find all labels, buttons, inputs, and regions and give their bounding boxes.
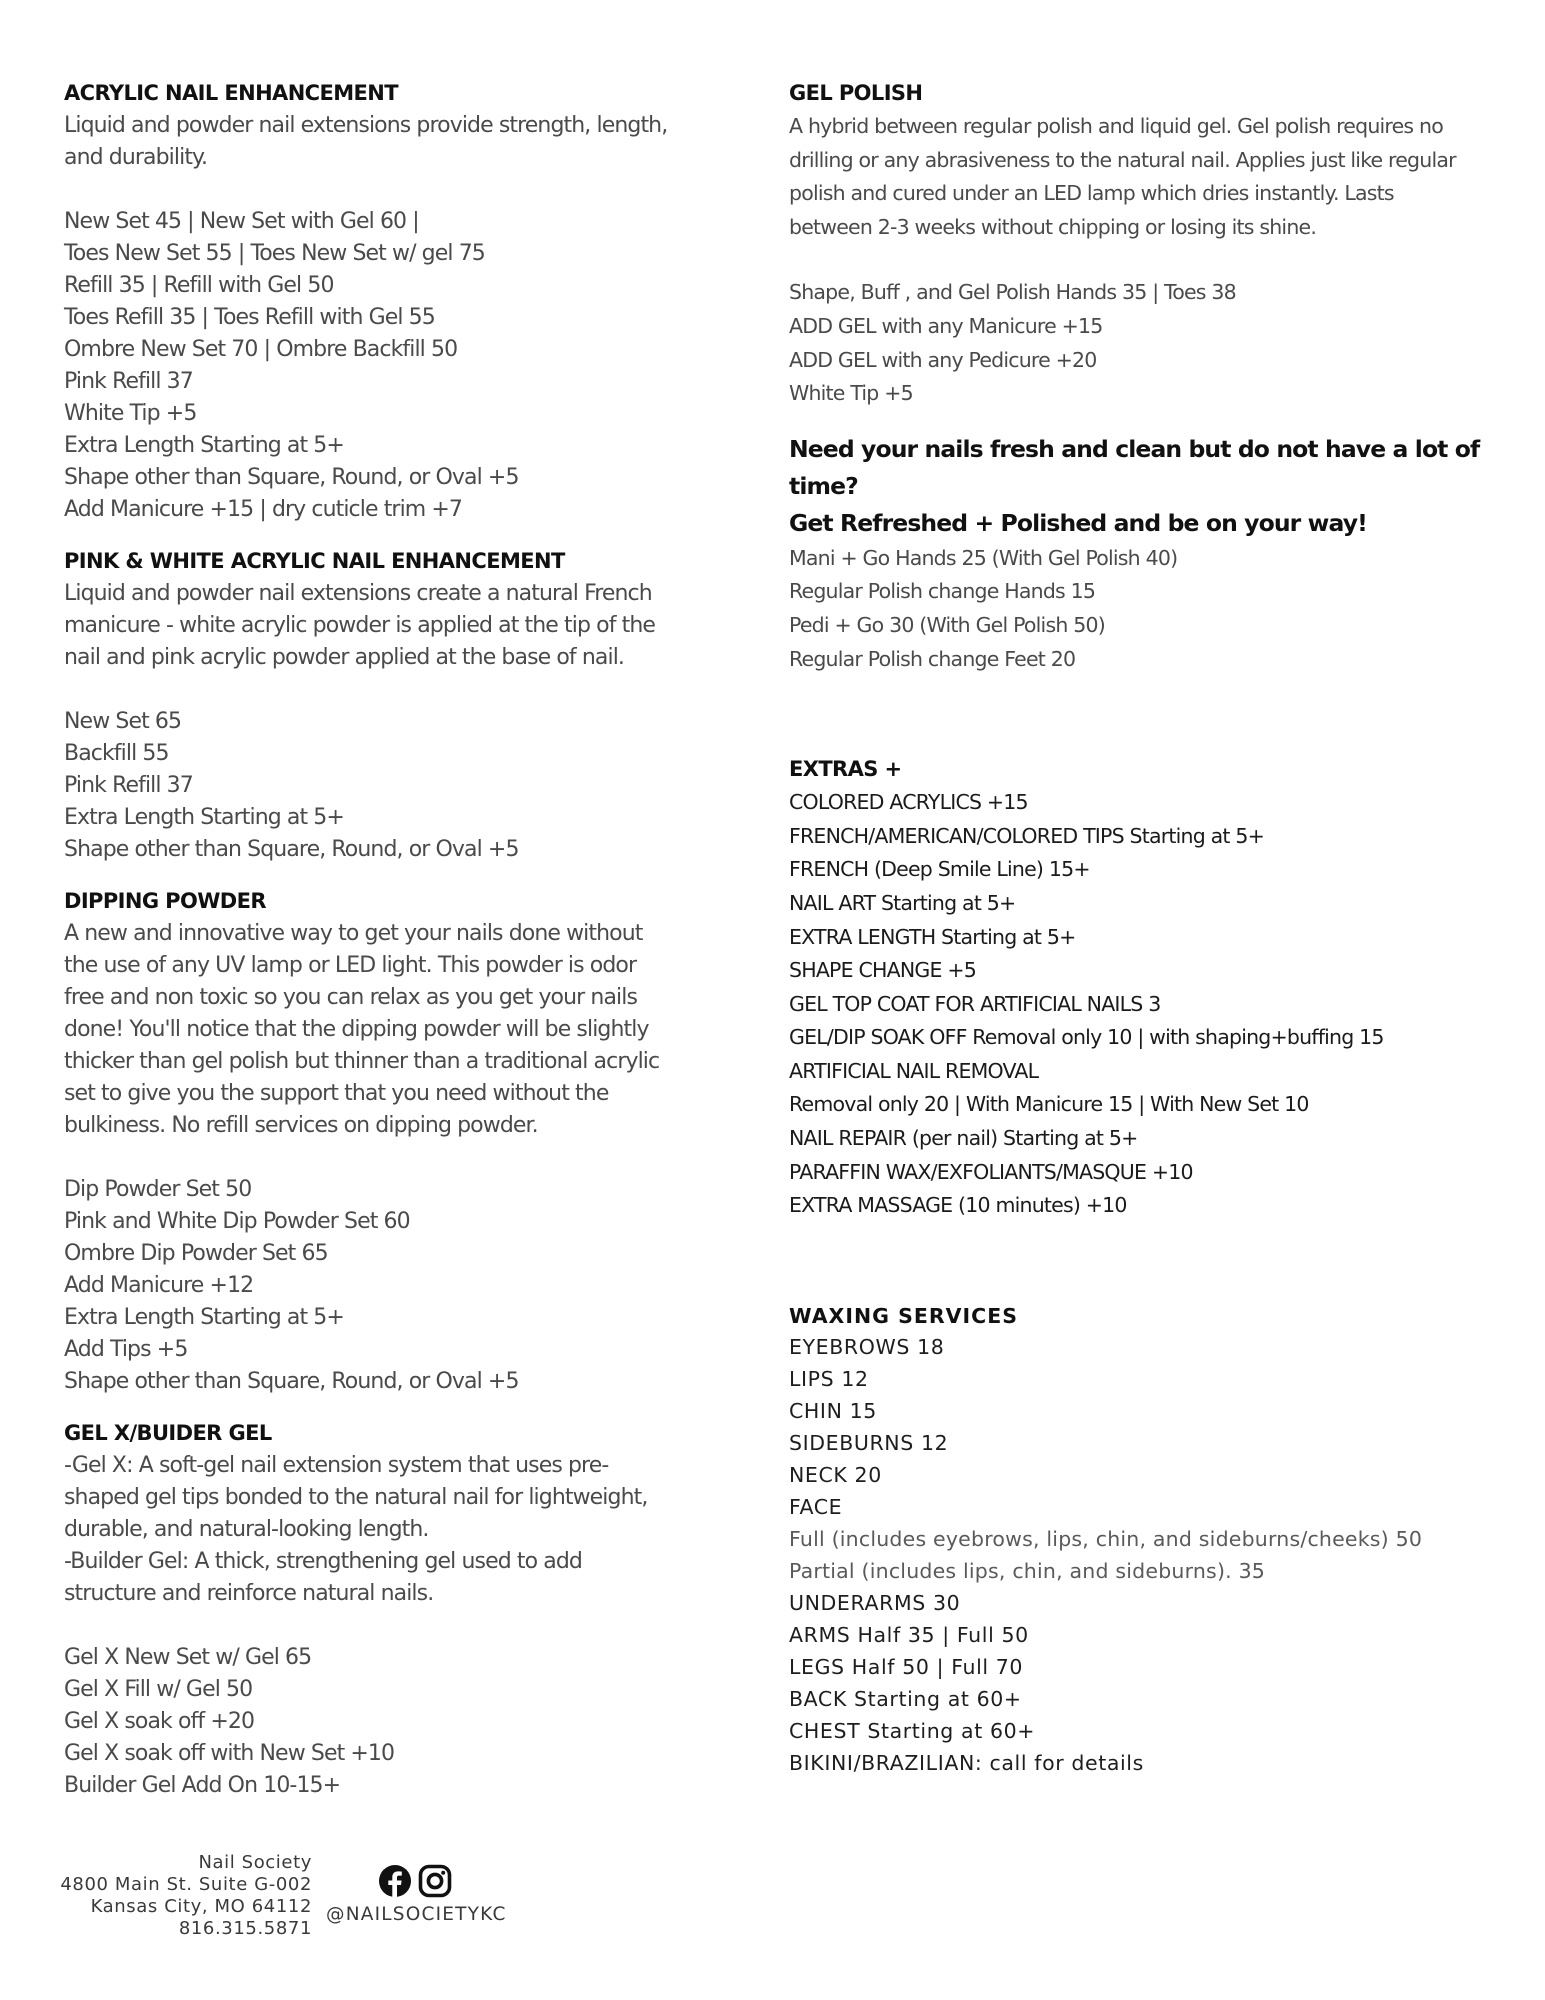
section-description: A new and innovative way to get your nails done without the use of any UV lamp or LED light. This powder is odor free and non toxic so you can relax as you get your nails done! You'll notice that the dipping powder will be slightly thicker than gel polish but thinner than a traditional acrylic set to give you the support that you need without the bulkiness. No refill services on dipping powder. (64, 921, 660, 1138)
price-item: Removal only 20 | With Manicure 15 | With New Set 10 (789, 1092, 1309, 1117)
phone-number: 816.315.5871 (178, 1918, 312, 1939)
price-item: NECK 20 (789, 1462, 882, 1487)
price-item: Pink Refill 37 (64, 369, 193, 394)
price-item: Full (includes eyebrows, lips, chin, and sideburns/cheeks) 50 (789, 1526, 1423, 1551)
acrylic-section (64, 78, 704, 526)
price-item: Gel X soak off with New Set +10 (64, 1741, 395, 1766)
price-item: Toes Refill 35 | Toes Refill with Gel 55 (64, 305, 435, 330)
price-item: Pink Refill 37 (64, 773, 193, 798)
section-title: ACRYLIC NAIL ENHANCEMENT (64, 81, 398, 105)
section-description: Liquid and powder nail extensions provide strength, length, and durability. (64, 113, 668, 170)
price-item: Add Manicure +15 | dry cuticle trim +7 (64, 497, 463, 522)
price-item: New Set 65 (64, 709, 182, 734)
price-list (789, 786, 1509, 1223)
facebook-icon[interactable] (378, 1864, 412, 1898)
price-list (64, 706, 704, 866)
section-title: WAXING SERVICES (789, 1303, 1018, 1328)
section-description: A hybrid between regular polish and liquid gel. Gel polish requires no drilling or any abrasiveness to the natural nail. Applies just like regular polish and cured under an LED lamp which dries instantly. Lasts between 2-3 weeks without chipping or losing its shine. (789, 114, 1456, 239)
price-item: EXTRA MASSAGE (10 minutes) +10 (789, 1193, 1127, 1218)
price-item: New Set 45 | New Set with Gel 60 | (64, 209, 419, 234)
price-item: CHIN 15 (789, 1398, 877, 1423)
price-item: Extra Length Starting at 5+ (64, 805, 344, 830)
social-handle[interactable]: @NAILSOCIETYKC (326, 1904, 507, 1925)
promo-headline: Need your nails fresh and clean but do not have a lot of time? (789, 434, 1480, 500)
business-address (40, 1852, 312, 1940)
price-item: LIPS 12 (789, 1366, 869, 1391)
price-item: Mani + Go Hands 25 (With Gel Polish 40) (789, 545, 1178, 570)
price-item: UNDERARMS 30 (789, 1590, 961, 1615)
price-item: Backfill 55 (64, 741, 169, 766)
price-item: Add Tips +5 (64, 1337, 188, 1362)
price-item: Ombre Dip Powder Set 65 (64, 1241, 328, 1266)
price-item: EXTRA LENGTH Starting at 5+ (789, 924, 1076, 949)
price-item: Gel X soak off +20 (64, 1709, 255, 1734)
price-item: ADD GEL with any Pedicure +20 (789, 347, 1097, 372)
price-item: Shape other than Square, Round, or Oval +5 (64, 1369, 519, 1394)
price-item: GEL/DIP SOAK OFF Removal only 10 | with shaping+buffing 15 (789, 1025, 1384, 1050)
section-title: GEL X/BUIDER GEL (64, 1421, 272, 1445)
price-list (789, 276, 1509, 410)
price-item: Add Manicure +12 (64, 1273, 254, 1298)
price-item: FRENCH (Deep Smile Line) 15+ (789, 857, 1090, 882)
price-item: NAIL ART Starting at 5+ (789, 890, 1016, 915)
price-list (64, 206, 704, 526)
price-item: BACK Starting at 60+ (789, 1686, 1022, 1711)
price-item: PARAFFIN WAX/EXFOLIANTS/MASQUE +10 (789, 1159, 1193, 1184)
price-item: Pedi + Go 30 (With Gel Polish 50) (789, 612, 1105, 637)
price-item: FRENCH/AMERICAN/COLORED TIPS Starting at 5+ (789, 823, 1264, 848)
price-item: Partial (includes lips, chin, and sideburns). 35 (789, 1558, 1266, 1583)
section-title: EXTRAS + (789, 757, 902, 782)
pink-white-section (64, 546, 704, 866)
price-item: FACE (789, 1494, 843, 1519)
section-title: PINK & WHITE ACRYLIC NAIL ENHANCEMENT (64, 549, 565, 573)
price-list (789, 542, 1509, 676)
gel-polish-section (789, 78, 1509, 411)
waxing-section (789, 1301, 1509, 1779)
price-item: NAIL REPAIR (per nail) Starting at 5+ (789, 1126, 1138, 1151)
city-state-zip: Kansas City, MO 64112 (90, 1896, 312, 1917)
price-item: Shape other than Square, Round, or Oval +5 (64, 837, 519, 862)
price-item: EYEBROWS 18 (789, 1334, 945, 1359)
extras-section (789, 754, 1509, 1223)
left-column (64, 78, 704, 1802)
price-item: Pink and White Dip Powder Set 60 (64, 1209, 410, 1234)
price-list (789, 1331, 1509, 1779)
right-column (789, 78, 1509, 1779)
street-address: 4800 Main St. Suite G-002 (60, 1874, 312, 1895)
price-item: Gel X New Set w/ Gel 65 (64, 1645, 312, 1670)
price-item: BIKINI/BRAZILIAN: call for details (789, 1750, 1144, 1775)
price-item: White Tip +5 (789, 381, 913, 406)
price-item: GEL TOP COAT FOR ARTIFICIAL NAILS 3 (789, 991, 1161, 1016)
gelx-section (64, 1418, 704, 1802)
price-item: COLORED ACRYLICS +15 (789, 790, 1028, 815)
price-item: Gel X Fill w/ Gel 50 (64, 1677, 253, 1702)
promo-subheadline: Get Refreshed + Polished and be on your way! (789, 508, 1367, 537)
price-item: White Tip +5 (64, 401, 197, 426)
section-description: -Gel X: A soft-gel nail extension system that uses pre- shaped gel tips bonded to the natural nail for lightweight, durable, and natural-looking length. -Builder Gel: A thick, strengthening gel used to add structure and reinforce natural nails. (64, 1453, 648, 1606)
instagram-icon[interactable] (418, 1864, 452, 1898)
price-item: Regular Polish change Hands 15 (789, 579, 1096, 604)
business-name: Nail Society (198, 1852, 312, 1873)
social-links (326, 1862, 586, 1925)
price-list (64, 1642, 704, 1802)
price-item: Regular Polish change Feet 20 (789, 646, 1076, 671)
section-description: Liquid and powder nail extensions create a natural French manicure - white acrylic powder is applied at the tip of the nail and pink acrylic powder applied at the base of nail. (64, 581, 656, 670)
dipping-section (64, 886, 704, 1398)
price-item: Ombre New Set 70 | Ombre Backfill 50 (64, 337, 458, 362)
price-item: CHEST Starting at 60+ (789, 1718, 1036, 1743)
price-item: Builder Gel Add On 10-15+ (64, 1773, 341, 1798)
price-item: Toes New Set 55 | Toes New Set w/ gel 75 (64, 241, 485, 266)
price-item: ARTIFICIAL NAIL REMOVAL (789, 1058, 1039, 1083)
price-item: Dip Powder Set 50 (64, 1177, 252, 1202)
price-item: LEGS Half 50 | Full 70 (789, 1654, 1024, 1679)
price-item: ADD GEL with any Manicure +15 (789, 313, 1103, 338)
price-item: SHAPE CHANGE +5 (789, 958, 976, 983)
section-title: DIPPING POWDER (64, 889, 266, 913)
price-item: ARMS Half 35 | Full 50 (789, 1622, 1029, 1647)
price-item: Shape other than Square, Round, or Oval +5 (64, 465, 519, 490)
price-item: Shape, Buff , and Gel Polish Hands 35 | Toes 38 (789, 280, 1236, 305)
price-item: Refill 35 | Refill with Gel 50 (64, 273, 334, 298)
price-item: Extra Length Starting at 5+ (64, 1305, 344, 1330)
section-title: GEL POLISH (789, 81, 923, 105)
price-item: SIDEBURNS 12 (789, 1430, 949, 1455)
promo-section (789, 431, 1509, 676)
price-list (64, 1174, 704, 1398)
price-item: Extra Length Starting at 5+ (64, 433, 344, 458)
